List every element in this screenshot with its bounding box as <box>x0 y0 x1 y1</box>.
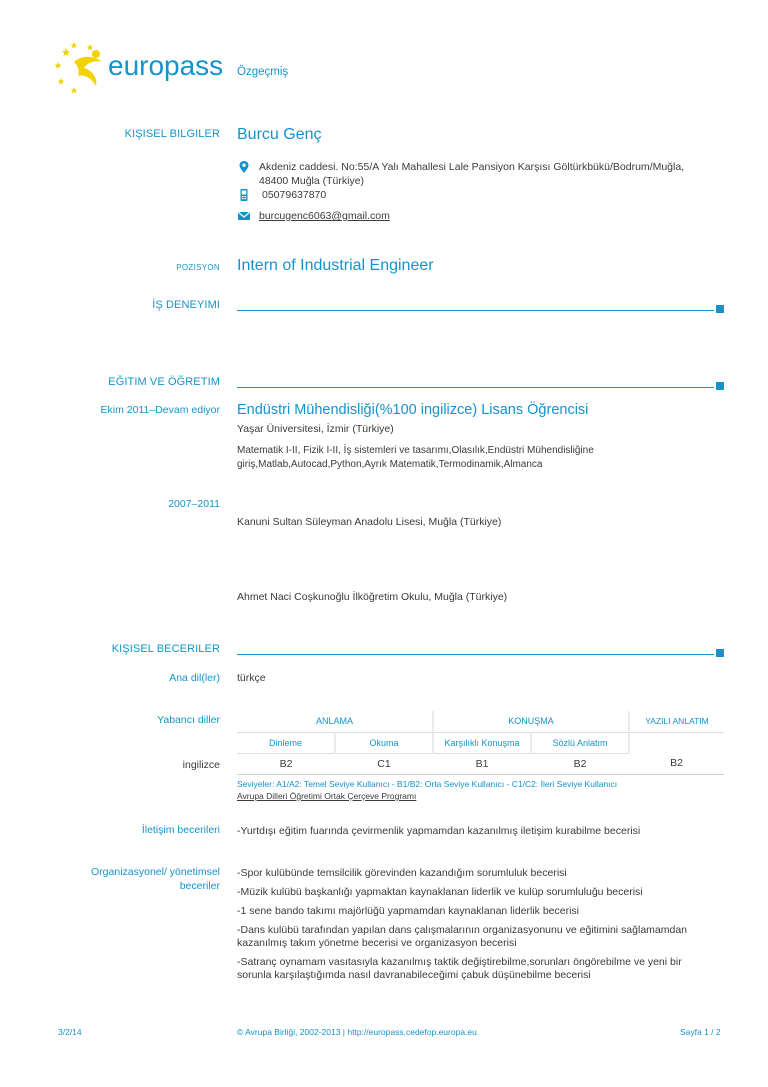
header-writing: YAZILI ANLATIM <box>629 711 724 732</box>
levels-note: Seviyeler: A1/A2: Temel Seviye Kullanıcı - B1/B2: Orta Seviye Kullanıcı - C1/C2: İleri Seviye Kullanıcı <box>237 779 618 789</box>
position-value: Intern of Industrial Engineer <box>237 257 434 274</box>
email-link[interactable]: burcugenc6063@gmail.com <box>259 210 390 222</box>
org-label-line1: Organizasyonel/ yönetimsel <box>91 866 220 878</box>
org-item-5b: sorunla karşılaştığımda nasıl davranabileceğimi çabuk düşünebilme becerisi <box>237 969 591 981</box>
org-item-1: -Spor kulübünde temsilcilik görevinden kazandığım sorumluluk becerisi <box>237 867 567 879</box>
org-item-5a: -Satranç oynamam vasıtasıyla kazanılmış taktik değiştirebilme,sorunları öngörebilme ve yeni bir <box>237 956 682 968</box>
education-desc-1b: giriş,Matlab,Autocad,Python,Ayrık Matematik,Termodinamik,Almanca <box>237 459 543 470</box>
communication-label: İletişim becerileri <box>141 824 220 836</box>
work-section-rule-marker <box>716 305 724 313</box>
address-line1: Akdeniz caddesi. No:55/A Yalı Mahallesi Lale Pansiyon Karşısı Göltürkbükü/Bodrum/Muğla, <box>259 161 685 173</box>
level-listening: B2 <box>237 753 335 774</box>
skills-section-rule <box>237 654 714 655</box>
sub-listening: Dinleme <box>237 732 335 753</box>
work-section-rule <box>237 310 714 311</box>
education-school-2: Kanuni Sultan Süleyman Anadolu Lisesi, Muğla (Türkiye) <box>237 516 502 528</box>
education-section-label: EĞITIM VE ÖĞRETIM <box>108 376 220 388</box>
level-production: B2 <box>531 753 629 774</box>
education-school-1: Yaşar Üniversitesi, İzmir (Türkiye) <box>237 423 394 435</box>
education-dates-2: 2007–2011 <box>168 498 220 510</box>
work-section-label: İŞ DENEYIMI <box>152 299 220 311</box>
language-table <box>237 711 724 775</box>
personal-section-label: KIŞISEL BILGILER <box>124 128 220 140</box>
doc-title: Özgeçmiş <box>237 66 289 78</box>
footer-copyright: © Avrupa Birliği, 2002-2013 | http://europass.cedefop.europa.eu <box>237 1027 477 1037</box>
org-item-4a: -Dans kulübü tarafından yapılan dans çalışmalarının organizasyonunu ve eğitimini sağlamamdan <box>237 924 688 936</box>
language-name: ingilizce <box>182 759 220 771</box>
org-item-4b: kazanılmış takım yönetme becerisi ve organizasyon becerisi <box>237 937 517 949</box>
skills-section-rule-marker <box>716 649 724 657</box>
sub-production: Sözlü Anlatım <box>531 732 629 753</box>
education-school-3: Ahmet Naci Coşkunoğlu İlköğretim Okulu, Muğla (Türkiye) <box>237 591 508 603</box>
europass-logo-icon <box>52 40 222 96</box>
phone-icon <box>237 188 251 202</box>
sub-interaction: Karşılıklı Konuşma <box>433 732 531 753</box>
phone-number: 05079637870 <box>262 189 327 201</box>
footer-page: Sayfa 1 / 2 <box>680 1027 721 1037</box>
person-name: Burcu Genç <box>237 126 322 143</box>
org-item-2: -Müzik kulübü başkanlığı yapmaktan kaynaklanan liderlik ve kulüp sorumluluğu becerisi <box>237 886 643 898</box>
location-icon <box>237 160 251 174</box>
education-dates-1: Ekim 2011–Devam ediyor <box>100 404 220 416</box>
sub-writing-empty <box>629 732 724 753</box>
level-interaction: B1 <box>433 753 531 774</box>
svg-text:europass: europass <box>108 50 222 81</box>
email-icon <box>237 209 251 223</box>
education-section-rule <box>237 387 714 388</box>
header-speaking: KONUŞMA <box>433 711 629 732</box>
header-understanding: ANLAMA <box>237 711 433 732</box>
education-desc-1a: Matematik I-II, Fizik I-II, İş sistemleri ve tasarımı,Olasılık,Endüstri Mühendisliğine <box>237 445 594 456</box>
education-title-1: Endüstri Mühendisliği(%100 ingilizce) Lisans Öğrencisi <box>237 402 589 418</box>
mother-tongue-label: Ana dil(ler) <box>169 672 220 684</box>
europass-logo <box>52 40 222 96</box>
position-label: POZISYON <box>176 263 220 272</box>
communication-value: -Yurtdışı eğitim fuarında çevirmenlik yapmamdan kazanılmış iletişim kurabilme becerisi <box>237 825 641 837</box>
levels-link[interactable]: Avrupa Dilleri Öğretimi Ortak Çerçeve Programı <box>237 791 417 801</box>
sub-reading: Okuma <box>335 732 433 753</box>
foreign-languages-label: Yabancı diller <box>157 714 220 726</box>
education-section-rule-marker <box>716 382 724 390</box>
footer-date: 3/2/14 <box>58 1027 82 1037</box>
org-item-3: -1 sene bando takımı majörlüğü yapmamdan kaynaklanan liderlik becerisi <box>237 905 580 917</box>
mother-tongue-value: türkçe <box>237 672 266 684</box>
level-reading: C1 <box>335 753 433 774</box>
org-label-line2: beceriler <box>179 880 220 892</box>
skills-section-label: KIŞISEL BECERILER <box>111 643 220 655</box>
address-line2: 48400 Muğla (Türkiye) <box>259 175 365 187</box>
level-writing: B2 <box>629 753 724 774</box>
